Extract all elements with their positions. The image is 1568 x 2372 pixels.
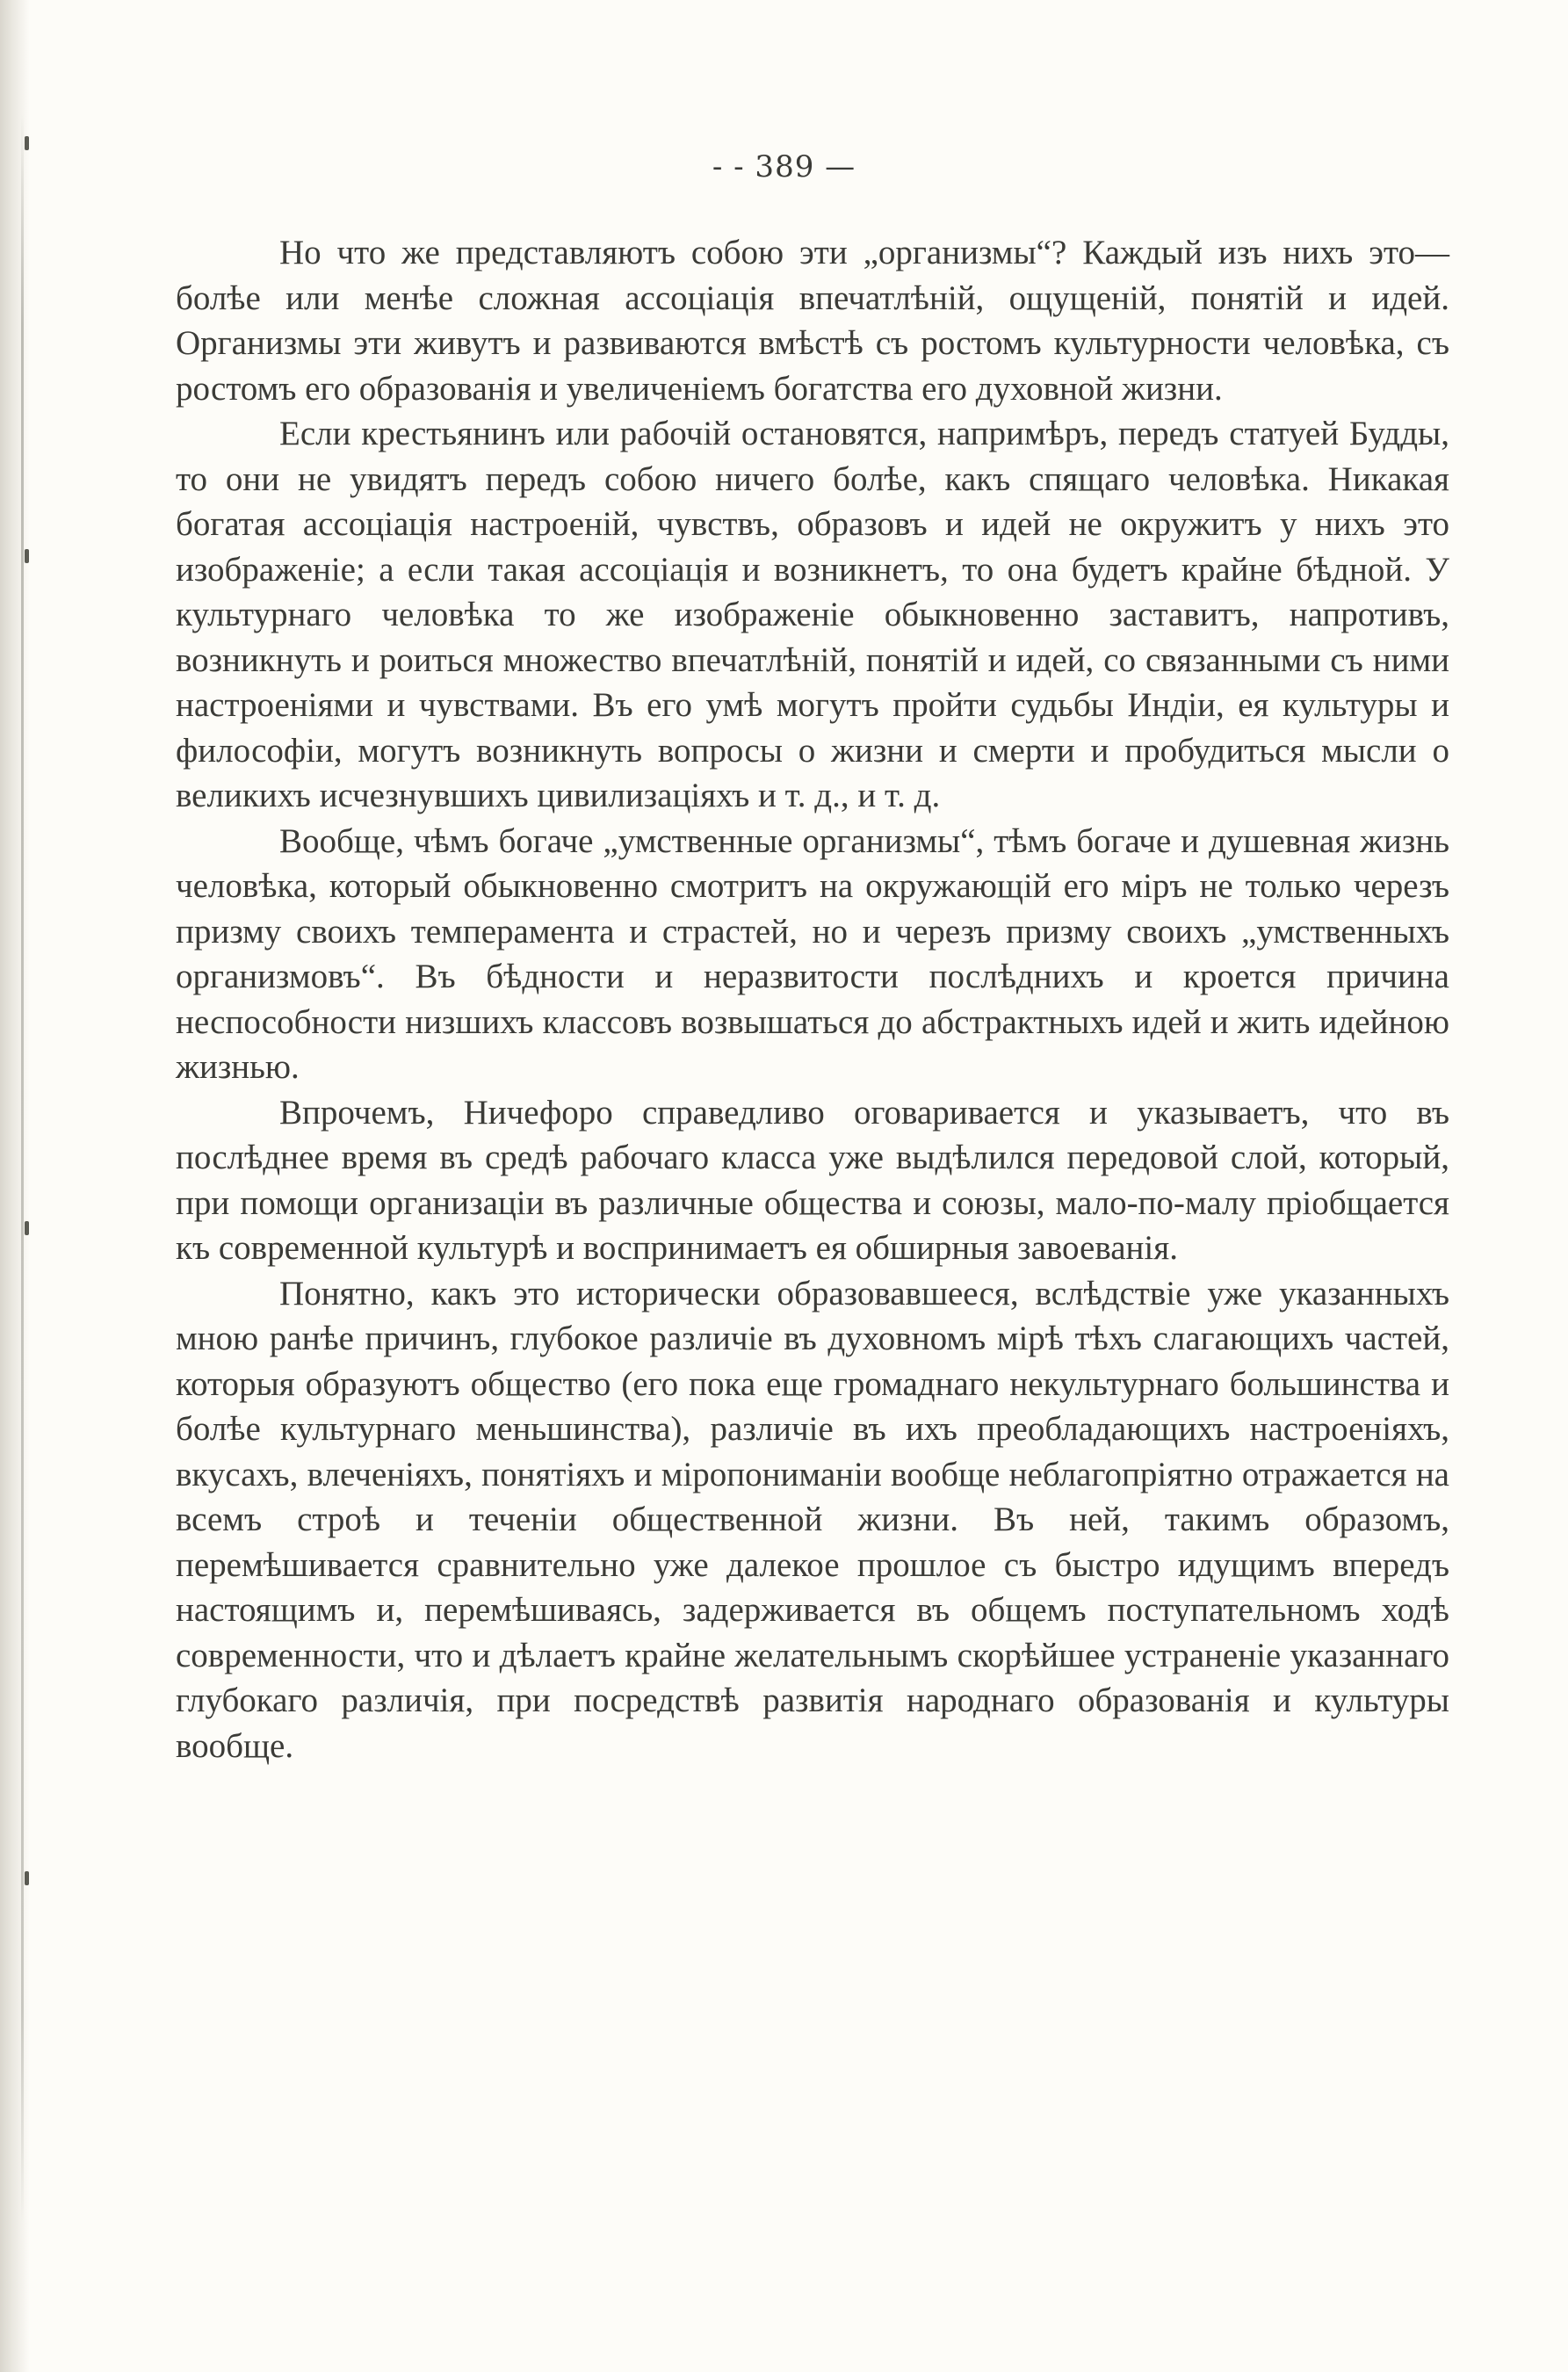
margin-mark xyxy=(25,136,29,150)
paragraph: Если крестьянинъ или рабочій остановятся, напримѣръ, передъ статуей Будды, то они не увидятъ передъ собою ничего болѣе, какъ спящаго человѣка. Никакая богатая ассоціація настроеній, чувствъ, образовъ и идей не окружитъ у нихъ это изображеніе; а если такая ассоціація и возникнетъ, то она будетъ крайне бѣдной. У культурнаго человѣка то же изображеніе обыкновенно заставитъ, напротивъ, возникнуть и роиться множество впечатлѣній, понятій и идей, со связанными съ ними настроеніями и чувствами. Въ его умѣ могутъ пройти судьбы Индіи, ея культуры и философіи, могутъ возникнуть вопросы о жизни и смерти и пробудиться мысли о великихъ исчезнувшихъ цивилизаціяхъ и т. д., и т. д. xyxy=(176,415,1449,814)
paragraph: Понятно, какъ это исторически образовавшееся, вслѣдствіе уже указанныхъ мною ранѣе причинъ, глубокое различіе въ духовномъ мірѣ тѣхъ слагающихъ частей, которыя образуютъ общество (его пока еще громаднаго некультурнаго большинства и болѣе культурнаго меньшинства), различіе въ ихъ преобладающихъ настроеніяхъ, вкусахъ, влеченіяхъ, понятіяхъ и міропониманіи вообще неблагопріятно отражается на всемъ строѣ и теченіи общественной жизни. Въ ней, такимъ образомъ, перемѣшивается сравнительно уже далекое прошлое съ быстро идущимъ впередъ настоящимъ и, перемѣшиваясь, задерживается въ общемъ поступательномъ ходѣ современности, что и дѣлаетъ крайне желательнымъ скорѣйшее устраненіе указаннаго глубокаго различія, при посредствѣ развитія народнаго образованія и культуры вообще. xyxy=(176,1274,1449,1765)
margin-mark xyxy=(25,549,29,563)
margin-mark xyxy=(25,1221,29,1235)
page-binding-edge xyxy=(0,0,30,2372)
margin-mark xyxy=(25,1871,29,1885)
page-number: - - 389 — xyxy=(712,149,856,184)
paragraph: Но что же представляютъ собою эти „организмы“? Каждый изъ нихъ это—болѣе или менѣе сложная ассоціація впечатлѣній, ощущеній, понятій и идей. Организмы эти живутъ и развиваются вмѣстѣ съ ростомъ культурности человѣка, съ ростомъ его образованія и увеличеніемъ богатства его духовной жизни. xyxy=(176,234,1449,408)
body-text xyxy=(176,230,1449,1768)
paragraph: Вообще, чѣмъ богаче „умственные организмы“, тѣмъ богаче и душевная жизнь человѣка, который обыкновенно смотритъ на окружающій его міръ не только черезъ призму своихъ темперамента и страстей, но и черезъ призму своихъ „умственныхъ организмовъ“. Въ бѣдности и неразвитости послѣднихъ и кроется причина неспособности низшихъ классовъ возвышаться до абстрактныхъ идей и жить идейною жизнью. xyxy=(176,821,1449,1086)
paragraph: Впрочемъ, Ничефоро справедливо оговаривается и указываетъ, что въ послѣднее время въ средѣ рабочаго класса уже выдѣлился передовой слой, который, при помощи организаціи въ различные общества и союзы, мало-по-малу пріобщается къ современной культурѣ и воспринимаетъ ея обширныя завоеванія. xyxy=(176,1093,1449,1267)
binding-shadow-line xyxy=(21,114,24,2223)
